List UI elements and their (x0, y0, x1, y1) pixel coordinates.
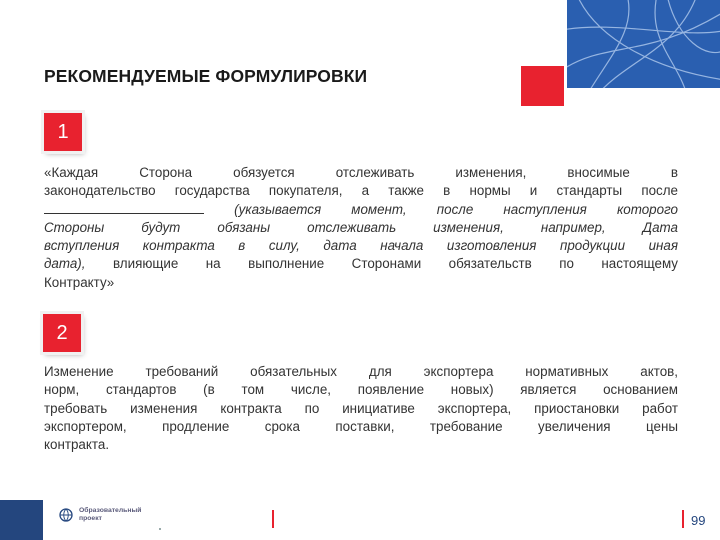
text-line (44, 255, 678, 273)
text-line: законодательство государства покупателя, а также в нормы и стандарты после (44, 183, 678, 199)
page-number-divider (682, 510, 684, 528)
text-fragment: (указывается момент, после наступления которого (234, 201, 678, 217)
text-line: «Каждая Сторона обязуется отслеживать изменения, вносимые в (44, 165, 678, 180)
footer-dot (159, 528, 161, 530)
section-1-badge: 1 (44, 113, 82, 151)
fill-in-blank (44, 201, 204, 214)
footer-logo (59, 507, 141, 523)
text-fragment: дата), (44, 256, 86, 272)
section-2-badge: 2 (43, 314, 81, 352)
section-2-text (44, 363, 678, 454)
text-line: Изменение требований обязательных для экспортера нормативных актов, (44, 364, 678, 379)
text-line (44, 201, 678, 219)
page-number: 99 (691, 513, 706, 528)
text-line: экспортером, продление срока поставки, требование увеличения цены (44, 418, 678, 434)
footer-blue-bar (0, 500, 43, 540)
text-line: требовать изменения контракта по инициативе экспортера, приостановки работ (44, 400, 678, 416)
globe-icon (59, 508, 73, 522)
section-1-text (44, 164, 678, 292)
text-line: вступления контракта в силу, дата начала изготовления продукции иная (44, 238, 678, 254)
text-line: Стороны будут обязаны отслеживать изменения, например, Дата (44, 219, 678, 235)
text-line: норм, стандартов (в том числе, появление новых) является основанием (44, 382, 678, 398)
logo-text (79, 507, 141, 523)
text-line: контракта. (44, 437, 110, 453)
slide-title: РЕКОМЕНДУЕМЫЕ ФОРМУЛИРОВКИ (44, 66, 368, 86)
footer-divider (272, 510, 274, 528)
red-accent-square (521, 66, 564, 106)
logo-line: проект (79, 515, 102, 522)
logo-line: Образовательный (79, 507, 142, 514)
text-line: Контракту» (44, 274, 115, 290)
text-fragment: влияющие на выполнение Сторонами обязательств по настоящему (112, 256, 678, 272)
decorative-pattern (567, 0, 720, 88)
